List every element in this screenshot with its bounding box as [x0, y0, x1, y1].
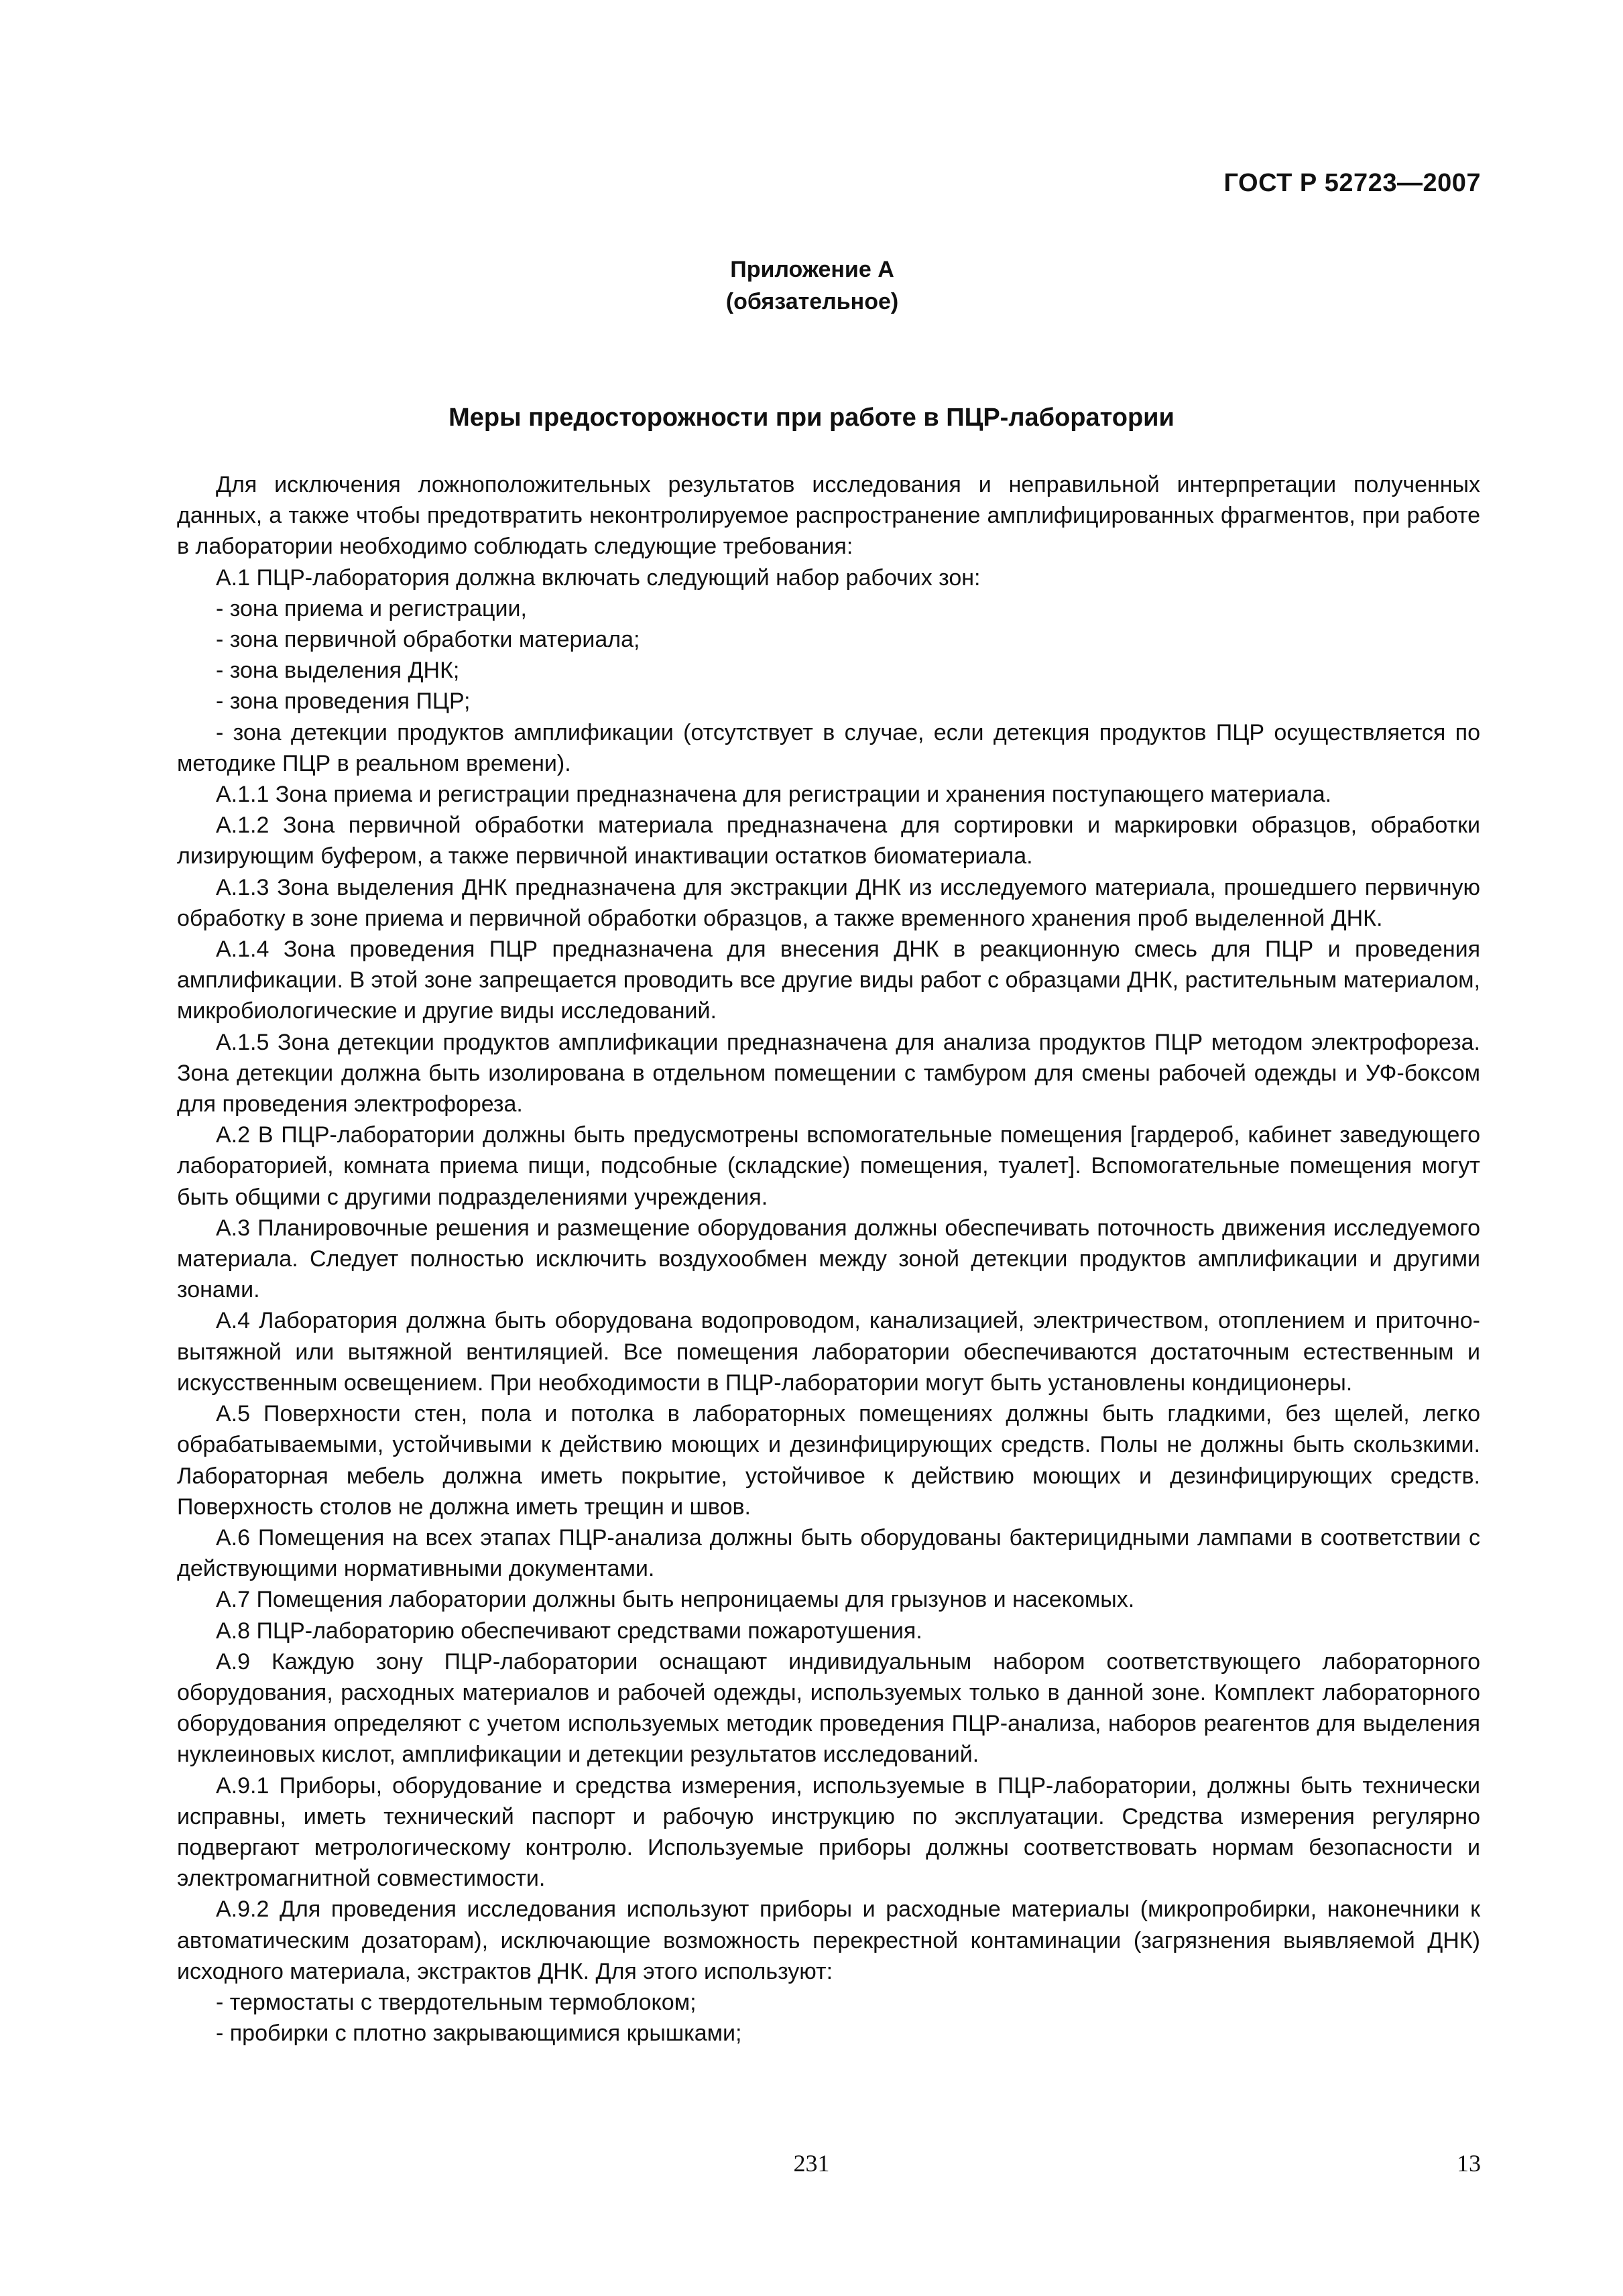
paragraph: А.6 Помещения на всех этапах ПЦР-анализа должны быть оборудованы бактерицидными лампами в соответствии с действующими нормативными документами.: [177, 1524, 1480, 1582]
paragraph: Для исключения ложноположительных результатов исследования и неправильной интерпретации полученных данных, а также чтобы предотвратить неконтролируемое распространение амплифицированных фрагментов, при работе в лаборатории необходимо соблюдать следующие требования:: [177, 472, 1480, 560]
appendix-heading: [0, 253, 1623, 318]
paragraph: А.1 ПЦР-лаборатория должна включать следующий набор рабочих зон:: [216, 564, 981, 591]
paragraph: А.1.2 Зона первичной обработки материала предназначена для сортировки и маркировки образцов, обработки лизирующим буфером, а также первичной инактивации остатков биоматериала.: [177, 812, 1480, 869]
list-item: - зона приема и регистрации,: [216, 595, 527, 621]
paragraph: А.9.1 Приборы, оборудование и средства измерения, используемые в ПЦР-лаборатории, должны быть технически исправны, иметь технический паспорт и рабочую инструкцию по эксплуатации. Средства измерения регулярно подвергают метрологическому контролю. Используемые приборы должны соответствовать нормам безопасности и электромагнитной совместимости.: [177, 1772, 1480, 1892]
paragraph: А.8 ПЦР-лабораторию обеспечивают средствами пожаротушения.: [216, 1618, 922, 1644]
section-title: Меры предосторожности при работе в ПЦР-лаборатории: [448, 404, 1175, 432]
page-number: 13: [1457, 2150, 1481, 2177]
paragraph: А.1.5 Зона детекции продуктов амплификации предназначена для анализа продуктов ПЦР методом электрофореза. Зона детекции должна быть изолирована в отдельном помещении с тамбуром для смены рабочей одежды и УФ-боксом для проведения электрофореза.: [177, 1029, 1480, 1117]
paragraph: А.5 Поверхности стен, пола и потолка в лабораторных помещениях должны быть гладкими, без щелей, легко обрабатываемыми, устойчивыми к действию моющих и дезинфицирующих средств. Полы не должны быть скользкими. Лабораторная мебель должна иметь покрытие, устойчивое к действию моющих и дезинфицирующих средств. Поверхность столов не должна иметь трещин и швов.: [177, 1401, 1480, 1520]
standard-designation: ГОСТ Р 52723—2007: [1223, 169, 1481, 197]
list-item: - термостаты с твердотельным термоблоком;: [216, 1989, 697, 2015]
paragraph: А.9.2 Для проведения исследования используют приборы и расходные материалы (микропробирки, наконечники к автоматическим дозаторам), исключающие возможность перекрестной контаминации (загрязнения выявляемой ДНК) исходного материала, экстрактов ДНК. Для этого используют:: [177, 1896, 1480, 1984]
appendix-title: Приложение А: [730, 257, 894, 282]
paragraph: А.1.4 Зона проведения ПЦР предназначена для внесения ДНК в реакционную смесь для ПЦР и проведения амплификации. В этой зоне запрещается проводить все другие виды работ с образцами ДНК, растительным материалом, микробиологические и другие виды исследований.: [177, 936, 1480, 1024]
paragraph: А.7 Помещения лаборатории должны быть непроницаемы для грызунов и насекомых.: [216, 1587, 1135, 1613]
appendix-status: (обязательное): [725, 289, 899, 314]
list-item: - зона первичной обработки материала;: [216, 627, 640, 653]
list-item: - пробирки с плотно закрывающимися крышками;: [216, 2020, 742, 2047]
volume-page-number: 231: [793, 2150, 830, 2177]
list-item: - зона проведения ПЦР;: [216, 688, 471, 715]
list-item: - зона выделения ДНК;: [216, 658, 460, 684]
paragraph: А.1.1 Зона приема и регистрации предназначена для регистрации и хранения поступающего материала.: [216, 782, 1332, 808]
paragraph: А.1.3 Зона выделения ДНК предназначена для экстракции ДНК из исследуемого материала, прошедшего первичную обработку в зоне приема и первичной обработки образцов, а также временного хранения проб выделенной ДНК.: [177, 874, 1480, 931]
paragraph: А.4 Лаборатория должна быть оборудована водопроводом, канализацией, электричеством, отоплением и приточно-вытяжной или вытяжной вентиляцией. Все помещения лаборатории обеспечиваются достаточным естественным и искусственным освещением. При необходимости в ПЦР-лаборатории могут быть установлены кондиционеры.: [177, 1308, 1480, 1396]
body-text: [177, 469, 1480, 2049]
list-item: - зона детекции продуктов амплификации (отсутствует в случае, если детекция продуктов ПЦР осуществляется по методике ПЦР в реальном времени).: [177, 719, 1480, 776]
paragraph: А.2 В ПЦР-лаборатории должны быть предусмотрены вспомогательные помещения [гардероб, кабинет заведующего лабораторией, комната приема пищи, подсобные (складские) помещения, туалет]. Вспомогательные помещения могут быть общими с другими подразделениями учреждения.: [177, 1122, 1480, 1210]
paragraph: А.3 Планировочные решения и размещение оборудования должны обеспечивать поточность движения исследуемого материала. Следует полностью исключить воздухообмен между зоной детекции продуктов амплификации и другими зонами.: [177, 1215, 1480, 1303]
paragraph: А.9 Каждую зону ПЦР-лаборатории оснащают индивидуальным набором соответствующего лабораторного оборудования, расходных материалов и рабочей одежды, используемых только в данной зоне. Комплект лабораторного оборудования определяют с учетом используемых методик проведения ПЦР-анализа, наборов реагентов для выделения нуклеиновых кислот, амплификации и детекции результатов исследований.: [177, 1648, 1480, 1768]
